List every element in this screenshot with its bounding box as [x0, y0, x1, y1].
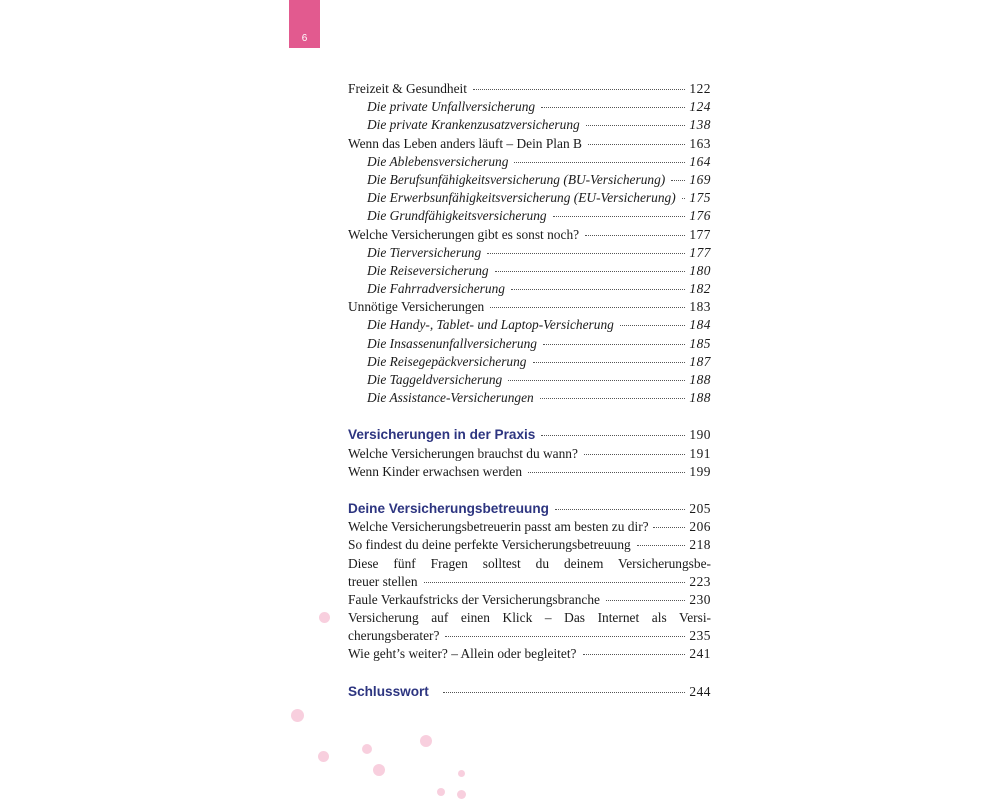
- entry-label: Die Handy-, Tablet- und Laptop-Versicherung: [367, 317, 614, 333]
- entry-page: 235: [689, 628, 711, 644]
- entry-page: 188: [689, 390, 711, 406]
- toc-entry[interactable]: [348, 536, 711, 554]
- entry-page: 187: [689, 353, 711, 369]
- entry-page: 169: [689, 171, 711, 187]
- toc-entry[interactable]: [348, 226, 711, 244]
- entry-page: 183: [689, 299, 711, 315]
- decorative-dot: [373, 764, 385, 776]
- entry-page: 177: [689, 226, 711, 242]
- decorative-dot: [437, 788, 445, 796]
- entry-label: So findest du deine perfekte Versicherungsbetreuung: [348, 537, 631, 553]
- chapter-title: Schlusswort: [348, 683, 429, 699]
- chapter-title: Versicherungen in der Praxis: [348, 427, 536, 443]
- toc-subentry[interactable]: [348, 371, 711, 389]
- leader-dots: [583, 653, 685, 655]
- leader-dots: [682, 197, 685, 199]
- toc-subentry[interactable]: [348, 280, 711, 298]
- decorative-dot: [457, 790, 466, 799]
- toc-subentry[interactable]: [348, 389, 711, 407]
- entry-label: Die Tierversicherung: [367, 244, 482, 260]
- entry-label: Faule Verkaufstricks der Versicherungsbranche: [348, 591, 600, 607]
- entry-page: 223: [689, 573, 711, 589]
- leader-dots: [584, 453, 685, 455]
- toc-subentry[interactable]: [348, 171, 711, 189]
- entry-label-line2: treuer stellen: [348, 573, 418, 589]
- leader-dots: [514, 161, 685, 163]
- leader-dots: [424, 581, 685, 583]
- chapter-title: Deine Versicherungsbetreuung: [348, 500, 549, 516]
- entry-label: Die private Unfallversicherung: [367, 99, 536, 115]
- decorative-dot: [291, 709, 304, 722]
- entry-label-line2: cherungsberater?: [348, 628, 440, 644]
- toc-subentry[interactable]: [348, 207, 711, 225]
- entry-label: Die Taggeldversicherung: [367, 372, 503, 387]
- entry-label: Die Assistance-Versicherungen: [367, 390, 534, 406]
- entry-page: 191: [689, 445, 711, 461]
- entry-label-line1: Versicherung auf einen Klick – Das Internet als Versi-: [348, 610, 711, 626]
- entry-page: 175: [689, 190, 711, 206]
- entry-page: 180: [689, 262, 711, 278]
- entry-page: 124: [689, 99, 711, 115]
- entry-page: 182: [689, 281, 711, 297]
- toc-section-list: [348, 80, 711, 407]
- toc-subentry[interactable]: [348, 335, 711, 353]
- entry-label: Die Erwerbsunfähigkeitsversicherung (EU-Versicherung): [367, 190, 676, 206]
- decorative-dot: [458, 770, 465, 777]
- entry-label: Die Fahrradversicherung: [367, 281, 505, 297]
- decorative-dot: [318, 751, 329, 762]
- entry-page: 199: [689, 463, 711, 479]
- leader-dots: [541, 106, 685, 108]
- toc-entry[interactable]: [348, 645, 711, 663]
- entry-page: 206: [689, 519, 711, 535]
- entry-page: 218: [689, 537, 711, 553]
- leader-dots: [508, 379, 685, 381]
- entry-page: 185: [689, 335, 711, 351]
- leader-dots: [541, 434, 685, 436]
- toc-entry[interactable]: [348, 463, 711, 481]
- entry-label: Die Berufsunfähigkeitsversicherung (BU-Versicherung): [367, 171, 666, 187]
- toc-subentry[interactable]: [348, 98, 711, 116]
- leader-dots: [473, 88, 685, 90]
- entry-page: 188: [689, 372, 711, 387]
- leader-dots: [553, 215, 685, 217]
- leader-dots: [585, 234, 685, 236]
- leader-dots: [487, 252, 685, 254]
- toc-entry[interactable]: [348, 135, 711, 153]
- entry-label: Welche Versicherungen brauchst du wann?: [348, 445, 578, 461]
- decorative-dot: [362, 744, 372, 754]
- leader-dots: [586, 124, 685, 126]
- entry-label: Wie geht’s weiter? – Allein oder begleitet?: [348, 646, 577, 662]
- toc-subentry[interactable]: [348, 244, 711, 262]
- entry-label: Welche Versicherungen gibt es sonst noch?: [348, 226, 580, 242]
- entry-page: 241: [689, 646, 711, 662]
- toc-entry[interactable]: [348, 445, 711, 463]
- entry-label: Welche Versicherungsbetreuerin passt am besten zu dir?: [348, 519, 649, 535]
- toc-entry[interactable]: [348, 591, 711, 609]
- chapter-page: 205: [689, 500, 711, 516]
- entry-page: 122: [689, 81, 711, 96]
- leader-dots: [533, 361, 685, 363]
- toc-entry[interactable]: [348, 298, 711, 316]
- decorative-dot: [420, 735, 432, 747]
- toc-subentry[interactable]: [348, 116, 711, 134]
- leader-dots: [555, 508, 685, 510]
- page-number-tab: [289, 0, 320, 48]
- entry-label: Die Grundfähigkeitsversicherung: [367, 208, 547, 224]
- leader-dots: [543, 343, 685, 345]
- entry-page: 184: [689, 317, 711, 333]
- table-of-contents: [348, 80, 711, 701]
- entry-label: Die Reiseversicherung: [367, 262, 489, 278]
- entry-label-line1: Diese fünf Fragen solltest du deinem Versicherungsbe-: [348, 555, 711, 571]
- leader-dots: [540, 397, 685, 399]
- entry-page: 138: [689, 117, 711, 133]
- leader-dots: [637, 544, 685, 546]
- entry-page: 163: [689, 135, 711, 151]
- entry-label: Unnötige Versicherungen: [348, 299, 485, 315]
- chapter-heading-praxis[interactable]: [348, 426, 711, 444]
- entry-label: Freizeit & Gesundheit: [348, 81, 467, 96]
- toc-entry-multiline[interactable]: [348, 609, 711, 645]
- chapter-heading-schlusswort[interactable]: [348, 683, 711, 701]
- leader-dots: [588, 143, 685, 145]
- chapter-heading-betreuung[interactable]: [348, 500, 711, 518]
- leader-dots: [653, 526, 685, 528]
- entry-label: Wenn das Leben anders läuft – Dein Plan B: [348, 135, 582, 151]
- leader-dots: [606, 599, 685, 601]
- chapter-page: 190: [689, 427, 711, 443]
- chapter-page: 244: [689, 683, 711, 699]
- entry-page: 164: [689, 153, 711, 169]
- toc-subentry[interactable]: [348, 189, 711, 207]
- page-number: 6: [301, 33, 308, 44]
- entry-label: Die Ablebensversicherung: [367, 153, 509, 169]
- entry-label: Die Reisegepäckversicherung: [367, 353, 527, 369]
- leader-dots: [495, 270, 685, 272]
- entry-label: Die Insassenunfallversicherung: [367, 335, 537, 351]
- toc-subentry[interactable]: [348, 316, 711, 334]
- entry-page: 177: [689, 244, 711, 260]
- entry-label: Wenn Kinder erwachsen werden: [348, 463, 523, 479]
- toc-entry-multiline[interactable]: [348, 555, 711, 591]
- leader-dots: [671, 179, 685, 181]
- leader-dots: [620, 324, 685, 326]
- toc-entry[interactable]: [348, 80, 711, 98]
- leader-dots: [528, 471, 685, 473]
- entry-label: Die private Krankenzusatzversicherung: [367, 117, 580, 133]
- toc-subentry[interactable]: [348, 353, 711, 371]
- toc-subentry[interactable]: [348, 262, 711, 280]
- decorative-dot: [319, 612, 330, 623]
- toc-subentry[interactable]: [348, 153, 711, 171]
- leader-dots: [490, 306, 685, 308]
- toc-entry[interactable]: [348, 518, 711, 536]
- leader-dots: [443, 691, 685, 693]
- entry-page: 176: [689, 208, 711, 224]
- entry-page: 230: [689, 591, 711, 607]
- leader-dots: [511, 288, 685, 290]
- leader-dots: [445, 635, 685, 637]
